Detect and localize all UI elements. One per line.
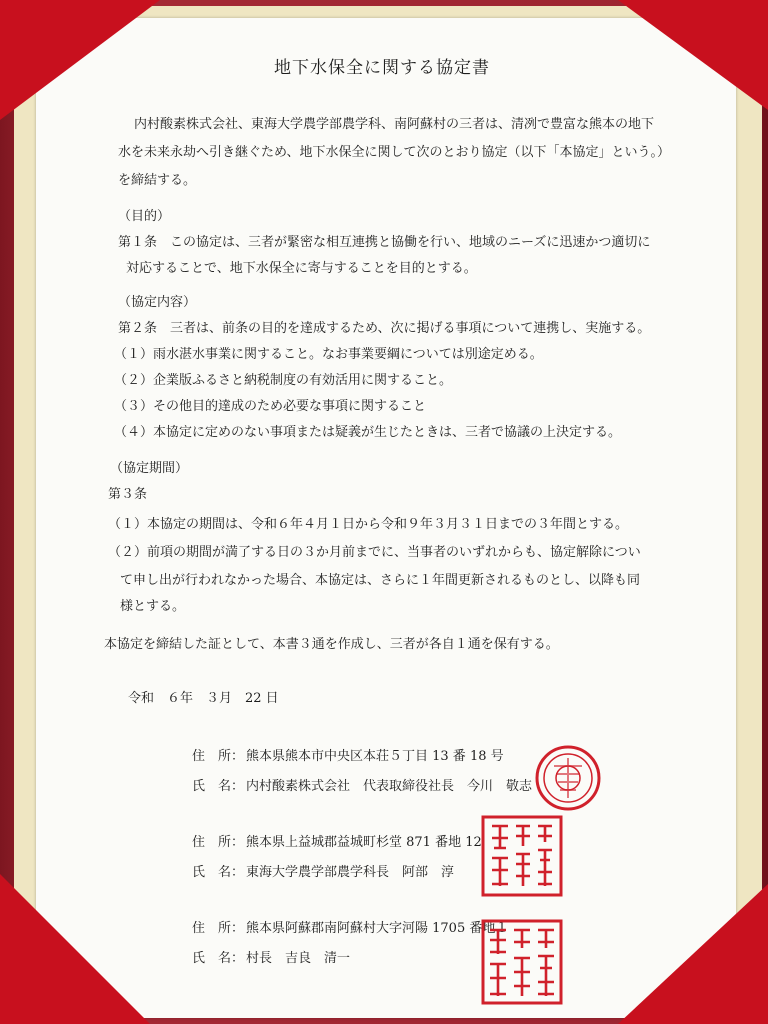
party-2-address: 熊本県上益城郡益城町杉堂 871 番地 12 <box>246 835 482 850</box>
article-3-heading: （協定期間） <box>110 461 189 476</box>
document-title: 地下水保全に関する協定書 <box>274 58 490 78</box>
article-3-item-2-cont-2: 様とする。 <box>120 599 186 614</box>
party-3-name: 村長 吉良 清一 <box>246 951 351 966</box>
article-3-item-2-cont-1: て申し出が行われなかった場合、本協定は、さらに１年間更新されるものとし、以降も同 <box>120 573 641 588</box>
party-1-address-label: 住 所： <box>192 749 245 764</box>
party-1-name: 内村酸素株式会社 代表取締役社長 今川 敬志 <box>246 779 533 794</box>
article-3-line-1: 第３条 <box>108 487 148 502</box>
article-1-heading: （目的） <box>118 209 171 224</box>
closing-statement: 本協定を締結した証として、本書３通を作成し、三者が各自１通を保有する。 <box>104 637 559 652</box>
party-3-name-label: 氏 名： <box>192 951 245 966</box>
article-2-line-1: 第２条 三者は、前条の目的を達成するため、次に掲げる事項について連携し、実施する。 <box>118 321 651 336</box>
article-2-item-3: （３）その他目的達成のため必要な事項に関すること <box>114 399 427 414</box>
party-3-address-label: 住 所： <box>192 921 245 936</box>
party-2-name: 東海大学農学部農学科長 阿部 淳 <box>246 865 455 880</box>
article-2-item-4: （４）本協定に定めのない事項または疑義が生じたときは、三者で協議の上決定する。 <box>114 425 622 440</box>
article-2-item-1: （１）雨水湛水事業に関すること。なお事業要綱については別途定める。 <box>114 347 543 362</box>
party-2-address-label: 住 所： <box>192 835 245 850</box>
article-2-item-2: （２）企業版ふるさと納税制度の有効活用に関すること。 <box>114 373 453 388</box>
party-2-name-label: 氏 名： <box>192 865 245 880</box>
round-company-seal <box>534 744 602 812</box>
agreement-sheet <box>36 18 736 1018</box>
preamble-line-3: を締結する。 <box>118 173 197 188</box>
article-3-item-2: （２）前項の期間が満了する日の３か月前までに、当事者のいずれからも、協定解除につい <box>108 545 641 560</box>
preamble-line-1: 内村酸素株式会社、東海大学農学部農学科、南阿蘇村の三者は、清冽で豊富な熊本の地下 <box>134 117 655 132</box>
signing-date: 令和 ６年 ３月 22 日 <box>128 691 279 706</box>
university-dean-seal <box>480 814 564 898</box>
preamble-line-2: 水を未来永劫へ引き継ぐため、地下水保全に関して次のとおり協定（以下「本協定」という。） <box>118 145 670 160</box>
party-1-address: 熊本県熊本市中央区本荘５丁目 13 番 18 号 <box>246 749 504 764</box>
article-1-line-2: 対応することで、地下水保全に寄与することを目的とする。 <box>126 261 477 276</box>
article-2-heading: （協定内容） <box>118 295 197 310</box>
party-3-address: 熊本県阿蘇郡南阿蘇村大字河陽 1705 番地１ <box>246 921 509 936</box>
village-mayor-seal <box>480 918 564 1006</box>
party-1-name-label: 氏 名： <box>192 779 245 794</box>
article-1-line-1: 第１条 この協定は、三者が緊密な相互連携と協働を行い、地域のニーズに迅速かつ適切に <box>118 235 651 250</box>
article-3-item-1: （１）本協定の期間は、令和６年４月１日から令和９年３月３１日までの３年間とする。 <box>108 517 629 532</box>
